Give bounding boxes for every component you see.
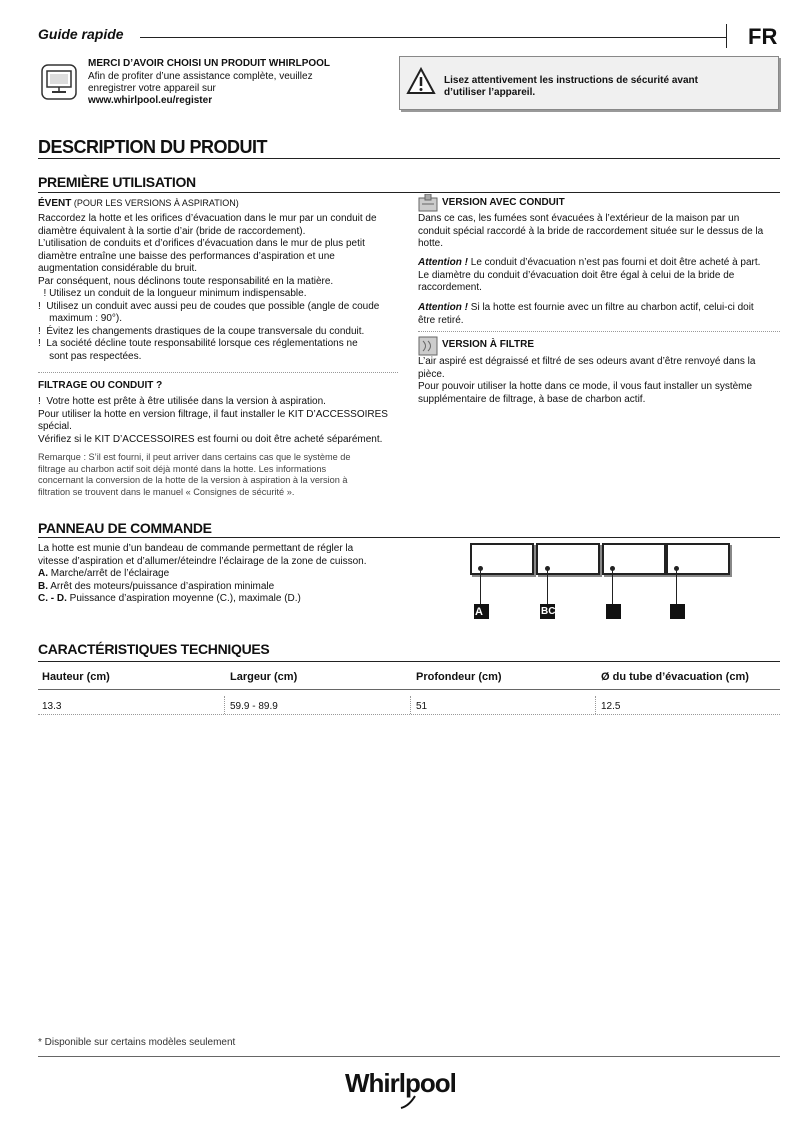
filter-version-line: L’air aspiré est dégraissé et filtré de ses odeurs avant d’être renvoyé dans la [418, 356, 756, 367]
evacuation-heading [38, 197, 239, 211]
warning-text-2: d’utiliser l’appareil. [444, 87, 536, 98]
monitor-icon [41, 64, 77, 100]
right-divider [418, 331, 780, 332]
duct-attention-1 [418, 257, 780, 295]
spec-row-divider [38, 714, 780, 715]
first-use-line: ! Évitez les changements drastiques de la coupe transversale du conduit. [38, 325, 365, 337]
brand-wordmark: Whirlpool [345, 1068, 456, 1098]
control-item-a [38, 568, 398, 581]
spec-value-width: 59.9 - 89.9 [230, 701, 278, 712]
description-title: DESCRIPTION DU PRODUIT [38, 137, 268, 157]
filter-line: spécial. [38, 421, 72, 432]
pin-line-d [676, 568, 677, 604]
spec-value-depth: 51 [416, 701, 428, 712]
first-use-line: ! Utilisez un conduit avec aussi peu de coudes que possible (angle de coude [38, 300, 380, 312]
spec-col-sep [595, 696, 597, 714]
duct-line: hotte. [418, 238, 444, 249]
pin-line-c [612, 568, 613, 604]
thanks-line-2: enregistrer votre appareil sur [88, 83, 216, 94]
filter-or-duct-title: FILTRAGE OU CONDUIT ? [38, 380, 163, 391]
first-use-line: maximum : 90°). [38, 313, 123, 324]
filter-version-title: VERSION À FILTRE [442, 339, 535, 350]
register-link[interactable]: www.whirlpool.eu/register [88, 95, 213, 106]
first-use-line: Raccordez la hotte et les orifices d’évacuation dans le mur par un conduit de [38, 213, 377, 224]
description-rule [38, 158, 780, 159]
pin-line-a [480, 568, 481, 604]
attention-line: Le diamètre du conduit d’évacuation doit être égal à celui de la bride de [418, 269, 735, 281]
filter-version-line: pièce. [418, 368, 445, 380]
spec-col-sep [410, 696, 412, 714]
first-use-line: ! La société décline toute responsabilité lorsque ces réglementations ne [38, 338, 358, 349]
attention-label: Attention ! [418, 302, 468, 313]
footer-rule [38, 1056, 780, 1057]
remark-line: concernant la conversion de la hotte de la version à aspiration à la version à [38, 475, 348, 485]
spec-header-divider [38, 689, 780, 690]
left-divider [38, 372, 398, 373]
label-d [670, 604, 685, 619]
pin-line-b [547, 568, 548, 604]
remark-line: Remarque : S’il est fourni, il peut arriver dans certains cas que le système de [38, 452, 351, 462]
warning-text-1: Lisez attentivement les instructions de sécurité avant [444, 75, 698, 86]
thanks-line-1: Afin de profiter d’une assistance complète, veuillez [88, 71, 313, 82]
remark-line: filtration se trouvent dans le manuel « Consignes de sécurité ». [38, 486, 295, 497]
control-item-b [38, 581, 398, 594]
filter-version-text [418, 356, 780, 406]
first-use-line: L’utilisation de conduits et d’orifices d’évacuation dans le mur de plus petit [38, 238, 365, 249]
filter-line: Pour utiliser la hotte en version filtrage, il faut installer le KIT D’ACCESSOIRES [38, 408, 388, 420]
evacuation-note: (POUR LES VERSIONS À ASPIRATION) [71, 198, 239, 208]
attention-text: Si la hotte est fournie avec un filtre au charbon actif, celui-ci doit [468, 302, 754, 313]
guide-title: Guide rapide [38, 26, 124, 42]
remark-line: filtrage au charbon actif soit déjà monté dans la hotte. Les informations [38, 463, 327, 474]
first-use-line: diamètre équivalent à la sortie d’air (bride de raccordement). [38, 225, 306, 237]
attention-text: Le conduit d’évacuation n’est pas fourni et doit être acheté à part. [468, 257, 761, 268]
duct-version-text [418, 213, 780, 251]
specs-title: CARACTÉRISTIQUES TECHNIQUES [38, 641, 270, 657]
duct-attention-2 [418, 302, 780, 327]
header-rule [140, 37, 726, 38]
first-use-rule [38, 192, 780, 193]
filter-line: ! Votre hotte est prête à être utilisée dans la version à aspiration. [38, 396, 326, 407]
filter-version-line: supplémentaire de filtrage, à base de charbon actif. [418, 393, 646, 405]
spec-header-height: Hauteur (cm) [42, 671, 110, 683]
control-key: B. [38, 580, 48, 592]
first-use-text [38, 213, 398, 363]
safety-warning-box [399, 56, 779, 110]
spec-value-height: 13.3 [42, 701, 62, 712]
thanks-title: MERCI D’AVOIR CHOISI UN PRODUIT WHIRLPOOL [88, 58, 331, 69]
attention-line: être retiré. [418, 314, 464, 326]
control-panel-title: PANNEAU DE COMMANDE [38, 520, 212, 536]
spec-col-sep [224, 696, 226, 714]
first-use-title: PREMIÈRE UTILISATION [38, 174, 196, 190]
control-desc: Arrêt des moteurs/puissance d’aspiration minimale [48, 580, 275, 592]
availability-note: * Disponible sur certains modèles seulement [38, 1037, 236, 1048]
first-use-line: ! Utilisez un conduit de la longueur minimum indispensable. [38, 288, 307, 299]
warning-icon [406, 67, 436, 100]
label-bc: BC [541, 606, 556, 617]
label-a: A [474, 604, 489, 619]
duct-line: conduit spécial raccordé à la bride de raccordement située sur le dessus de la [418, 225, 764, 237]
control-intro: vitesse d’aspiration et d’allumer/éteindre l’éclairage de la zone de cuisson. [38, 555, 367, 567]
control-panel-text [38, 543, 398, 606]
duct-line: Dans ce cas, les fumées sont évacuées à l’extérieur de la maison par un [418, 213, 740, 224]
first-use-line: Par conséquent, nous déclinons toute responsabilité en la matière. [38, 275, 334, 287]
control-key: C. - D. [38, 593, 67, 604]
first-use-line: augmentation considérable du bruit. [38, 263, 197, 274]
attention-line: raccordement. [418, 282, 482, 293]
first-use-line: diamètre entraîne une baisse des performances d’aspiration et une [38, 250, 335, 262]
whirlpool-logo [345, 1066, 475, 1110]
control-item-cd [38, 593, 398, 606]
remark-text [38, 452, 398, 498]
control-desc: Puissance d’aspiration moyenne (C.), maximale (D.) [66, 593, 301, 604]
language-code: FR [748, 24, 778, 49]
first-use-line: sont pas respectées. [38, 350, 142, 362]
header-rule-tick [726, 24, 727, 48]
specs-rule [38, 661, 780, 662]
duct-version-title: VERSION AVEC CONDUIT [442, 197, 565, 208]
control-panel-rule [38, 537, 780, 538]
spec-header-duct: Ø du tube d’évacuation (cm) [601, 671, 749, 683]
control-desc: Marche/arrêt de l’éclairage [48, 568, 170, 579]
evacuation-label: ÉVENT [38, 198, 72, 209]
spec-header-width: Largeur (cm) [230, 671, 298, 683]
label-c [606, 604, 621, 619]
control-key: A. [38, 568, 48, 579]
filter-line: Vérifiez si le KIT D’ACCESSOIRES est fourni ou doit être acheté séparément. [38, 433, 383, 445]
attention-label: Attention ! [418, 257, 468, 268]
spec-header-depth: Profondeur (cm) [416, 671, 502, 683]
filter-version-line: Pour pouvoir utiliser la hotte dans ce mode, il vous faut installer un système [418, 381, 753, 392]
control-intro: La hotte est munie d’un bandeau de commande permettant de régler la [38, 543, 354, 554]
spec-value-duct: 12.5 [601, 701, 621, 712]
filter-or-duct-text [38, 396, 398, 446]
